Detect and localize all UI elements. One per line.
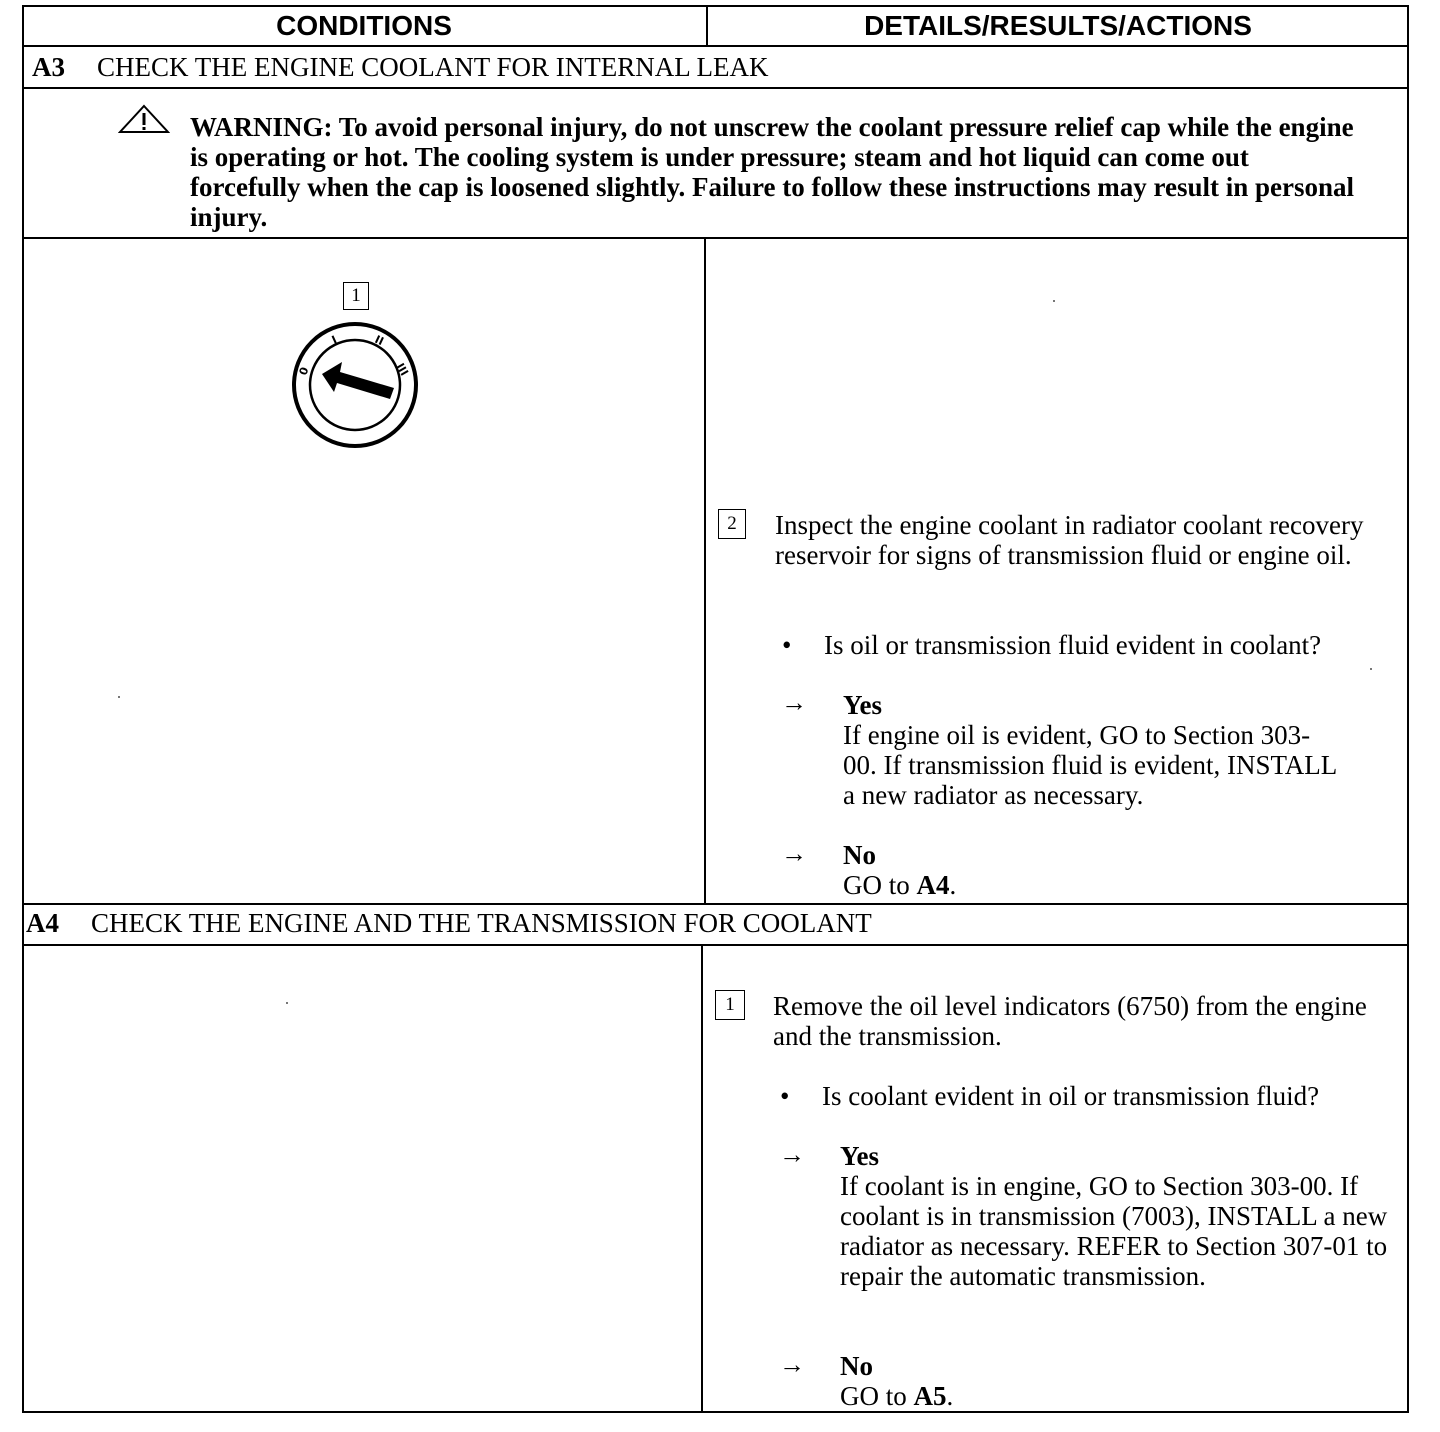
a4-no-label: No [840, 1351, 873, 1381]
ignition-switch-icon [290, 322, 420, 448]
a4-no-arrow-icon: → [779, 1350, 805, 1379]
a4-bullet-icon: • [780, 1081, 790, 1111]
a3-no-suffix: . [949, 870, 957, 900]
a4-step-id: A4 [26, 908, 59, 938]
warning-text: To avoid personal injury, do not unscrew the coolant pressure relief cap while the engine is operating or hot. The cooling system is under pressure; steam and hot liquid can come out forcefully when the cap is loosened slightly. Failure to follow these instructions may result in personal injury. [190, 112, 1355, 232]
dial-label-1: I [329, 333, 339, 347]
a3-step2-number: 2 [718, 509, 746, 539]
a4-title-divider [22, 944, 1409, 946]
conditions-header: CONDITIONS [276, 10, 452, 41]
a4-yes-text: If coolant is in engine, GO to Section 303-00. If coolant is in transmission (7003), INSTALL a new radiator as necessary. REFER to Section 307-01 to repair the automatic transmission. [840, 1171, 1388, 1291]
scan-speck [1370, 668, 1372, 670]
warning-block [108, 112, 1358, 232]
a3-step-id: A3 [32, 52, 65, 82]
dial-label-2: II [372, 332, 386, 349]
warning-label: WARNING: [190, 112, 333, 142]
a3-no-target-link[interactable]: A4 [916, 870, 950, 900]
a3-title [32, 52, 768, 83]
scan-speck [286, 1002, 288, 1004]
a3-no-label: No [843, 840, 876, 870]
a4-no-text [840, 1381, 953, 1411]
a4-no-suffix: . [946, 1381, 954, 1411]
a4-step1-instruction: Remove the oil level indicators (6750) from the engine and the transmission. [773, 991, 1367, 1051]
a3-column-divider [704, 237, 706, 903]
a3-step2-instruction: Inspect the engine coolant in radiator coolant recovery reservoir for signs of transmission fluid or engine oil. [775, 510, 1364, 570]
a4-step-title-text: CHECK THE ENGINE AND THE TRANSMISSION FOR COOLANT [91, 908, 872, 938]
header-divider [22, 45, 1409, 47]
a3-title-divider [22, 87, 1409, 89]
a3-step1-number: 1 [343, 282, 369, 310]
a4-column-divider [701, 944, 703, 1413]
a4-step1-number: 1 [715, 990, 745, 1020]
a3-no-text [843, 870, 956, 900]
a3-end-divider [22, 903, 1409, 905]
a3-yes-arrow-icon: → [781, 688, 807, 717]
a3-step-title-text: CHECK THE ENGINE COOLANT FOR INTERNAL LEAK [97, 52, 769, 82]
dial-label-3: III [393, 361, 411, 379]
a3-bullet-icon: • [782, 630, 792, 660]
warning-divider [22, 237, 1409, 239]
a3-yes-label: Yes [843, 690, 882, 720]
details-header: DETAILS/RESULTS/ACTIONS [864, 10, 1252, 41]
a4-no-target-link[interactable]: A5 [913, 1381, 947, 1411]
a4-yes-label: Yes [840, 1141, 879, 1171]
a4-title [26, 908, 872, 939]
a4-question: Is coolant evident in oil or transmission fluid? [822, 1081, 1320, 1111]
a3-question: Is oil or transmission fluid evident in coolant? [824, 630, 1322, 660]
scan-speck [1053, 300, 1055, 302]
a3-no-prefix: GO to [843, 870, 917, 900]
a3-yes-text: If engine oil is evident, GO to Section 303-00. If transmission fluid is evident, INSTALL a new radiator as necessary. [843, 720, 1337, 810]
a4-no-prefix: GO to [840, 1381, 914, 1411]
a4-yes-arrow-icon: → [779, 1140, 805, 1169]
dial-label-0: 0 [296, 365, 312, 378]
a3-no-arrow-icon: → [781, 839, 807, 868]
scan-speck [118, 696, 120, 698]
